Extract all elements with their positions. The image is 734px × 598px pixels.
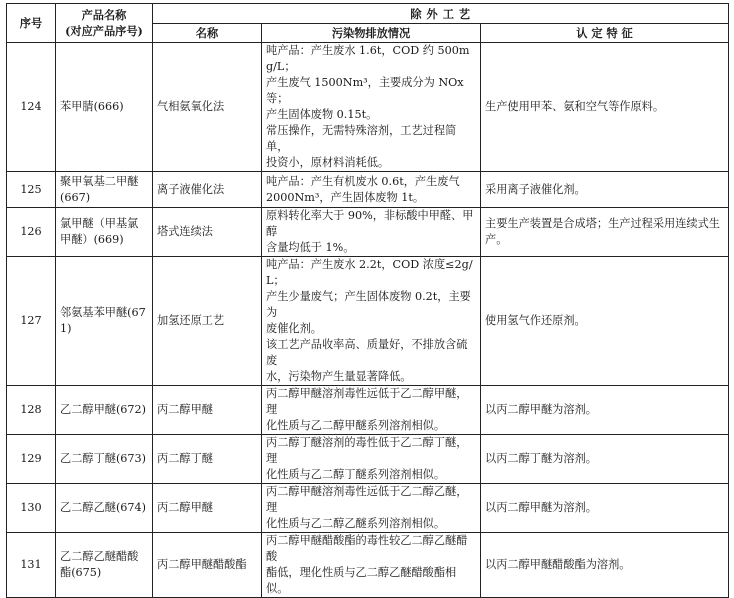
row-pollution (262, 43, 481, 172)
row-seq: 125 (7, 172, 56, 208)
header-seq: 序号 (7, 4, 56, 43)
row-feature: 以丙二醇丁醚为溶剂。 (481, 435, 729, 484)
pollution-line: 酯低，理化性质与乙二醇乙醚醋酸酯相似。 (266, 566, 457, 595)
row-pollution (262, 386, 481, 435)
pollution-line: 产生少量废气；产生固体废物 0.2t，主要为 (266, 290, 471, 319)
header-product-name-main: 产品名称 (81, 8, 127, 22)
row-seq: 130 (7, 484, 56, 533)
row-pollution (262, 484, 481, 533)
row-process-name: 丙二醇甲醚 (153, 484, 262, 533)
pollution-line: 丙二醇丁醚溶剂的毒性低于乙二醇丁醚，理 (266, 436, 468, 465)
row-pollution (262, 435, 481, 484)
table-row (7, 386, 729, 435)
row-process-name: 离子液催化法 (153, 172, 262, 208)
table-row (7, 208, 729, 257)
table-row (7, 257, 729, 386)
row-feature: 以丙二醇甲醚为溶剂。 (481, 484, 729, 533)
row-product: 邻氨基苯甲醚(671) (56, 257, 153, 386)
pollution-line: 产生废气 1500Nm³，主要成分为 NOx 等； (266, 76, 464, 105)
row-seq: 126 (7, 208, 56, 257)
row-pollution (262, 257, 481, 386)
row-pollution (262, 208, 481, 257)
header-process-group: 除 外 工 艺 (153, 4, 729, 24)
table-body (7, 43, 729, 598)
pollution-line: 含量均低于 1%。 (266, 241, 355, 254)
row-product: 乙二醇乙醚(674) (56, 484, 153, 533)
table-row (7, 533, 729, 598)
table-row (7, 172, 729, 208)
header-col-feature: 认 定 特 征 (481, 24, 729, 43)
pollution-line: 废催化剂。 (266, 322, 322, 335)
row-pollution (262, 172, 481, 208)
pollution-line: 投资小，原材料消耗低。 (266, 156, 390, 169)
row-seq: 128 (7, 386, 56, 435)
pollution-line: 常压操作，无需特殊溶剂，工艺过程简单， (266, 124, 457, 153)
row-seq: 127 (7, 257, 56, 386)
pollution-line: 产生固体废物 0.15t。 (266, 108, 378, 121)
pollution-line: 化性质与乙二醇丁醚系列溶剂相似。 (266, 468, 446, 481)
row-process-name: 丙二醇甲醚 (153, 386, 262, 435)
pollution-line: 吨产品：产生废水 1.6t，COD 约 500mg/L； (266, 44, 470, 73)
pollution-line: 吨产品：产生有机废水 0.6t，产生废气 (266, 174, 460, 188)
row-process-name: 气相氨氧化法 (153, 43, 262, 172)
row-product: 乙二醇丁醚(673) (56, 435, 153, 484)
row-product: 苯甲腈(666) (56, 43, 153, 172)
pollution-line: 该工艺产品收率高、质量好，不排放含硫废 (266, 338, 468, 367)
pollution-line: 丙二醇甲醚溶剂毒性远低于乙二醇甲醚，理 (266, 387, 468, 416)
row-product: 乙二醇乙醚醋酸酯(675) (56, 533, 153, 598)
row-seq: 129 (7, 435, 56, 484)
header-col-name: 名称 (153, 24, 262, 43)
row-process-name: 塔式连续法 (153, 208, 262, 257)
header-col-pollution: 污染物排放情况 (262, 24, 481, 43)
table-row (7, 43, 729, 172)
row-feature: 生产使用甲苯、氨和空气等作原料。 (481, 43, 729, 172)
pollution-line: 2000Nm³，产生固体废物 1t。 (266, 190, 425, 204)
process-table (6, 3, 729, 598)
row-product: 氯甲醚（甲基氯甲醚）(669) (56, 208, 153, 257)
row-feature: 主要生产装置是合成塔；生产过程采用连续式生产。 (481, 208, 729, 257)
row-process-name: 丙二醇甲醚醋酸酯 (153, 533, 262, 598)
row-seq: 124 (7, 43, 56, 172)
row-feature: 以丙二醇甲醚为溶剂。 (481, 386, 729, 435)
pollution-line: 水，污染物产生量显著降低。 (266, 370, 412, 383)
header-product-name (56, 4, 153, 43)
pollution-line: 吨产品：产生废水 2.2t，COD 浓度≤2g/L； (266, 258, 473, 287)
table-row (7, 435, 729, 484)
pollution-line: 化性质与乙二醇甲醚系列溶剂相似。 (266, 419, 446, 432)
pollution-line: 原料转化率大于 90%，非标酸中甲醛、甲醇 (266, 209, 474, 238)
pollution-line: 丙二醇甲醚溶剂毒性远低于乙二醇乙醚，理 (266, 485, 468, 514)
pollution-line: 丙二醇甲醚醋酸酯的毒性较乙二醇乙醚醋酸 (266, 534, 468, 563)
pollution-line: 化性质与乙二醇乙醚系列溶剂相似。 (266, 517, 446, 530)
row-process-name: 加氢还原工艺 (153, 257, 262, 386)
row-feature: 使用氢气作还原剂。 (481, 257, 729, 386)
header-product-name-sub: (对应产品序号) (65, 24, 143, 38)
row-seq: 131 (7, 533, 56, 598)
row-pollution (262, 533, 481, 598)
row-product: 聚甲氧基二甲醚(667) (56, 172, 153, 208)
row-product: 乙二醇甲醚(672) (56, 386, 153, 435)
row-process-name: 丙二醇丁醚 (153, 435, 262, 484)
table-row (7, 484, 729, 533)
header-row-top (7, 4, 729, 24)
row-feature: 采用离子液催化剂。 (481, 172, 729, 208)
row-feature: 以丙二醇甲醚醋酸酯为溶剂。 (481, 533, 729, 598)
